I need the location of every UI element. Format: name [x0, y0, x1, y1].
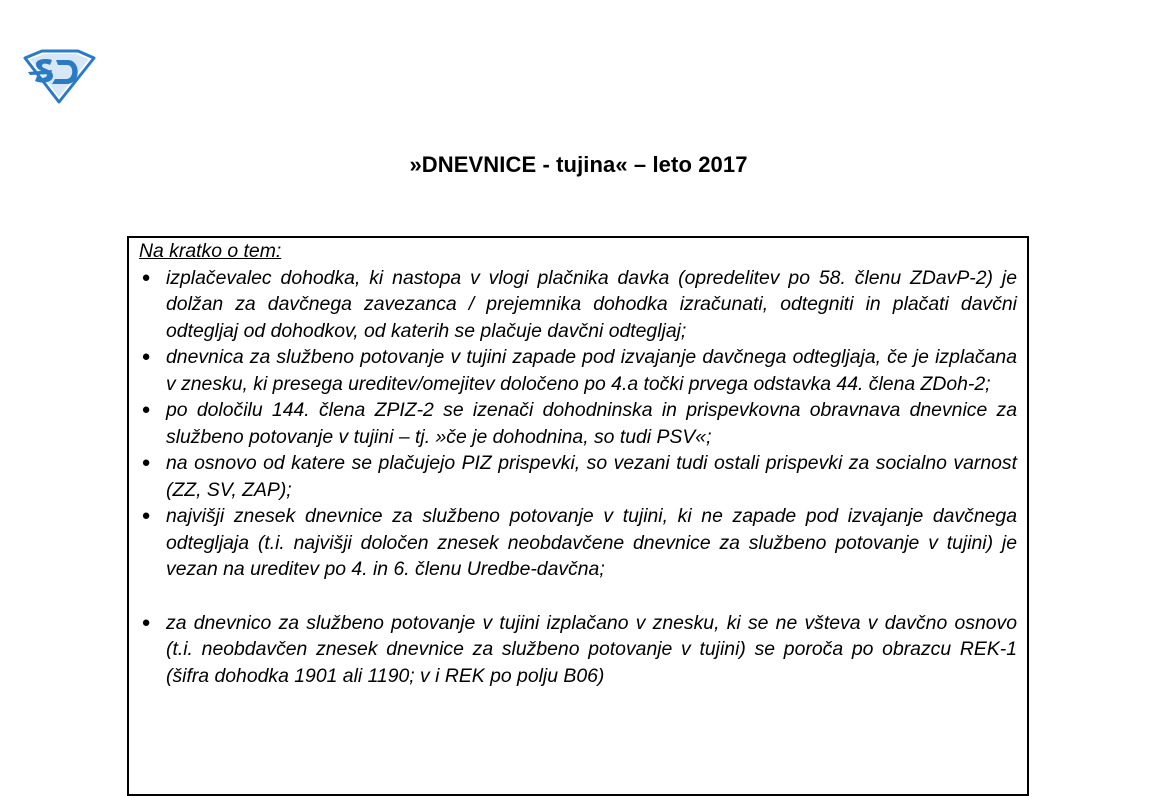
summary-item-text: po določilu 144. člena ZPIZ-2 se izenači dohodninska in prispevkovna obravnava dnevnice za službeno potovanje v tujini – tj. »če je dohodnina, so tudi PSV«;	[166, 399, 1017, 448]
summary-item	[139, 265, 1017, 345]
bullet-icon: ●	[141, 268, 151, 286]
sd-shield-logo-icon	[22, 48, 96, 104]
summary-item-text: najvišji znesek dnevnice za službeno potovanje v tujini, ki ne zapade pod izvajanje davčnega odtegljaja (t.i. najvišji določen znesek neobdavčene dnevnice za službeno potovanje v tujini) je vezan na ureditev po 4. in 6. členu Uredbe-davčna;	[166, 505, 1017, 580]
document-title: »DNEVNICE - tujina« – leto 2017	[409, 152, 748, 177]
bullet-icon: ●	[141, 507, 151, 524]
summary-item-text: dnevnica za službeno potovanje v tujini zapade pod izvajanje davčnega odtegljaja, če je izplačana v znesku, ki presega ureditev/omejitev določeno po 4.a točki prvega odstavka 44. člena ZDoh-2;	[166, 346, 1017, 395]
bullet-icon: ●	[141, 613, 151, 631]
summary-item	[139, 503, 1017, 583]
bullet-icon: ●	[141, 454, 151, 471]
summary-heading: Na kratko o tem:	[139, 240, 282, 262]
summary-item	[139, 397, 1017, 450]
bullet-icon: ●	[141, 348, 151, 365]
summary-item-text: izplačevalec dohodka, ki nastopa v vlogi plačnika davka (opredelitev po 58. členu ZDavP-2) je dolžan za davčnega zavezanca / prejemnika dohodka izračunati, odtegniti in plačati davčni odtegljaj od dohodkov, od katerih se plačuje davčni odtegljaj;	[166, 266, 1017, 342]
summary-item-text: na osnovo od katere se plačujejo PIZ prispevki, so vezani tudi ostali prispevki za socialno varnost (ZZ, SV, ZAP);	[166, 452, 1017, 501]
summary-item	[139, 610, 1017, 690]
summary-item	[139, 450, 1017, 503]
summary-box	[127, 236, 1029, 796]
summary-item-text: za dnevnico za službeno potovanje v tujini izplačano v znesku, ki se ne všteva v davčno osnovo (t.i. neobdavčen znesek dnevnice za službeno potovanje v tujini) se poroča po obrazcu REK-1 (šifra dohodka 1901 ali 1190; v i REK po polju B06)	[166, 611, 1017, 687]
bullet-icon: ●	[141, 401, 151, 418]
summary-item	[139, 344, 1017, 397]
summary-bullet-list	[139, 265, 1017, 690]
